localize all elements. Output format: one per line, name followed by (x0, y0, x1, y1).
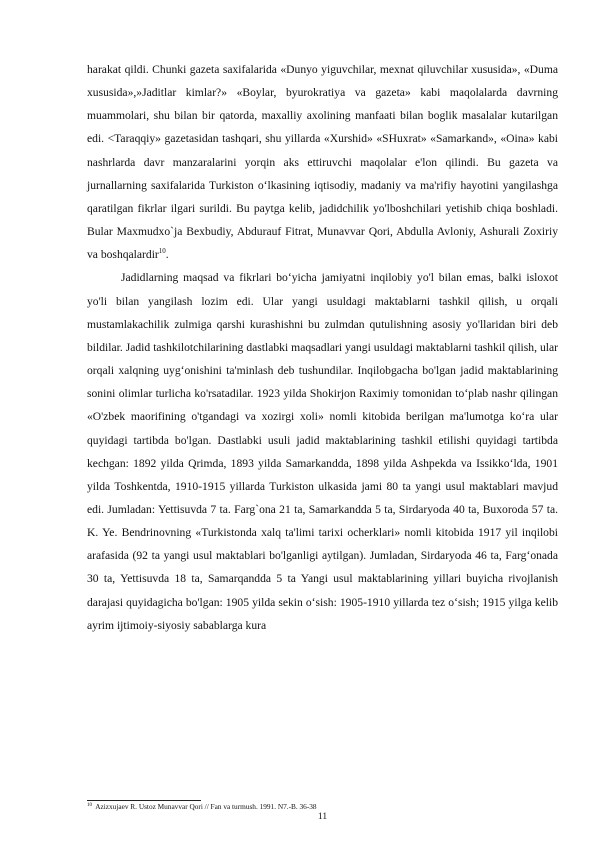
paragraph-1-text: harakat qildi. Chunki gazeta saxifalarida «Dunyo yiguvchilar, mexnat qiluvchilar xususida», «Duma xususida»,»Jaditlar kimlar?» «Boylar, byurokratiya va gazeta» kabi maqolalarda davrning muammolari, shu bilan bir qatorda, maxalliy axolining manfaati bilan boglik masalalar kutarilgan edi. <Taraqqiy» gazetasidan tashqari, shu yillarda «Xurshid» «SHuxrat» «Samarkand», «Oina» kabi nashrlarda davr manzaralarini yorqin aks ettiruvchi maqolalar e'lon qilindi. Bu gazeta va jurnallarning saxifalarida Turkiston o‘lkasining iqtisodiy, madaniy va ma'rifiy hayotini yangilashga qaratilgan fikrlar ilgari surildi. Bu paytga kelib, jadidchilik yo'lboshchilari yetishib chiqa boshladi. Bular Maxmudxo`ja Bexbudiy, Abdurauf Fitrat, Munavvar Qori, Abdulla Avloniy, Ashurali Zoxiriy va boshqalardir (87, 63, 558, 262)
page-number: 11 (317, 812, 328, 822)
footnote-marker: 10 (87, 803, 92, 808)
footnote-text: Azizxujaev R. Ustoz Munavvar Qori // Fan va turmush. 1991. N7.-B. 36-38 (95, 802, 317, 811)
footnote (87, 802, 558, 811)
paragraph-1 (87, 58, 558, 266)
footnote-reference[interactable]: 10 (158, 247, 166, 256)
body-text (87, 58, 558, 637)
paragraph-2-text: Jadidlarning maqsad va fikrlari bo‘yicha jamiyatni inqilobiy yo'l bilan emas, balki isloxot yo'li bilan yangilash lozim edi. Ular yangi usuldagi maktablarni tashkil qilish, u orqali mustamlakachilik zulmiga qarshi kurashishni bu zulmdan qutulishning asosiy yo'llaridan biri deb bildilar. Jadid tashkilotchilarining dastlabki maqsadlari yangi usuldagi maktablarni tashkil qilish, ular orqali xalqning uyg‘onishini ta'minlash deb tushundilar. Inqilobgacha bo'lgan jadid maktablarining sonini olimlar turlicha ko'rsatadilar. 1923 yilda Shokirjon Raximiy tomonidan to‘plab nashr qilingan «O'zbek maorifining o'tgandagi va xozirgi xoli» nomli kitobida berilgan ma'lumotga ko‘ra ular quyidagi tartibda bo'lgan. Dastlabki usuli jadid maktablarining tashkil etilishi quyidagi tartibda kechgan: 1892 yilda Qrimda, 1893 yilda Samarkandda, 1898 yilda Ashpekda va Issikko‘lda, 1901 yilda Toshkentda, 1910-1915 yillarda Turkiston ulkasida jami 80 ta yangi usul maktablari mavjud edi. Jumladan: Yettisuvda 7 ta. Farg`ona 21 ta, Samarkandda 5 ta, Sirdaryoda 40 ta, Buxoroda 57 ta. K. Ye. Bendrinovning «Turkistonda xalq ta'limi tarixi ocherklari» nomli kitobida 1917 yil inqilobi arafasida (92 ta yangi usul maktablari bo'lganligi aytilgan). Jumladan, Sirdaryoda 46 ta, Farg‘onada 30 ta, Yettisuvda 18 ta, Samarqandda 5 ta Yangi usul maktablarining yillari buyicha rivojlanish darajasi quyidagicha bo'lgan: 1905 yilda sekin o‘sish: 1905-1910 yillarda tez o‘sish; 1915 yilga kelib ayrim ijtimoiy-siyosiy sabablarga kura (87, 271, 558, 632)
footnote-divider (87, 800, 201, 801)
paragraph-1-end: . (165, 248, 169, 262)
paragraph-2 (87, 266, 558, 637)
